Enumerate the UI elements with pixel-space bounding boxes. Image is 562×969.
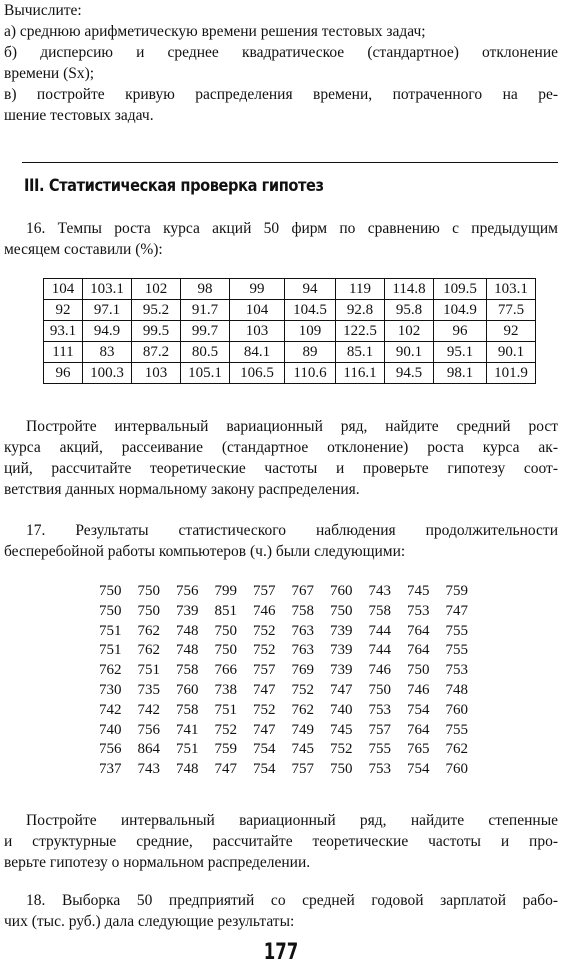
value: 756 [99, 741, 122, 758]
table-cell: 92.8 [336, 300, 385, 321]
value: 754 [407, 761, 430, 778]
table-cell: 77.5 [487, 300, 536, 321]
table-cell: 99 [230, 279, 285, 300]
value: 748 [176, 642, 199, 659]
value: 752 [253, 701, 276, 718]
value: 739 [330, 622, 353, 639]
value: 742 [137, 701, 160, 718]
value: 740 [330, 701, 353, 718]
compute-heading: Вычислите: [4, 2, 82, 19]
value: 746 [368, 662, 391, 679]
list-item [99, 661, 484, 681]
task16-instructions [4, 416, 558, 500]
table-cell: 95.8 [385, 300, 434, 321]
value: 762 [137, 642, 160, 659]
task18-intro-line-1: 18. Выборка 50 предприятий со средней годовой зарплатой рабо- [26, 892, 558, 909]
value: 752 [253, 642, 276, 659]
list-item [99, 602, 484, 622]
value: 751 [137, 662, 160, 679]
value: 766 [214, 662, 237, 679]
value: 758 [368, 602, 391, 619]
table-cell: 95.2 [132, 300, 181, 321]
value: 739 [330, 662, 353, 679]
value: 760 [445, 761, 468, 778]
list-item [99, 681, 484, 701]
value: 750 [407, 662, 430, 679]
table-cell: 87.2 [132, 342, 181, 363]
table-cell: 92 [487, 321, 536, 342]
value: 752 [214, 721, 237, 738]
table-cell: 90.1 [487, 342, 536, 363]
table-cell: 102 [385, 321, 434, 342]
value: 748 [445, 681, 468, 698]
value: 760 [445, 701, 468, 718]
task16-intro-line-1: 16. Темпы роста курса акций 50 фирм по сравнению с предыдущим [26, 220, 558, 237]
table-cell: 114.8 [385, 279, 434, 300]
task17-line-3: верьте гипотезу о нормальном распределении. [4, 854, 311, 871]
table-row [44, 363, 536, 384]
task17-line-1: Постройте интервальный вариационный ряд, найдите степенные [26, 812, 558, 829]
value: 750 [214, 642, 237, 659]
table-cell: 99.5 [132, 321, 181, 342]
value: 755 [368, 741, 391, 758]
value: 746 [407, 681, 430, 698]
value: 756 [137, 721, 160, 738]
task16-intro [4, 218, 558, 260]
value: 760 [330, 583, 353, 599]
value: 751 [176, 741, 199, 758]
value: 750 [137, 602, 160, 619]
table-cell: 97.1 [83, 300, 132, 321]
task17-intro [4, 520, 558, 562]
value: 743 [137, 761, 160, 778]
value: 764 [407, 721, 430, 738]
value: 751 [99, 642, 122, 659]
table-row [44, 321, 536, 342]
table-row [44, 279, 536, 300]
table-cell: 93.1 [44, 321, 83, 342]
task17-intro-line-1: 17. Результаты статистического наблюдения продолжительности [26, 522, 558, 539]
value: 745 [330, 721, 353, 738]
value: 743 [368, 583, 391, 599]
task18-intro [4, 890, 558, 932]
value: 756 [176, 583, 199, 599]
value: 739 [330, 642, 353, 659]
value: 753 [368, 761, 391, 778]
value: 750 [368, 681, 391, 698]
list-item [99, 641, 484, 661]
table-cell: 106.5 [230, 363, 285, 384]
value: 769 [291, 662, 314, 679]
value: 757 [253, 662, 276, 679]
table-row [44, 342, 536, 363]
section-title: III. Статистическая проверка гипотез [24, 176, 324, 196]
value: 753 [445, 662, 468, 679]
value: 750 [99, 602, 122, 619]
value: 745 [291, 741, 314, 758]
value: 753 [368, 701, 391, 718]
list-item [99, 740, 484, 760]
table-cell: 84.1 [230, 342, 285, 363]
value: 799 [214, 583, 237, 599]
value: 739 [176, 602, 199, 619]
table-cell: 103 [132, 363, 181, 384]
value: 762 [99, 662, 122, 679]
table-cell: 103.1 [487, 279, 536, 300]
task17-instructions [4, 810, 558, 873]
table-cell: 104.9 [434, 300, 487, 321]
table-cell: 103.1 [83, 279, 132, 300]
value: 742 [99, 701, 122, 718]
value: 750 [99, 583, 122, 599]
stock-growth-table [43, 278, 536, 384]
table-cell: 101.9 [487, 363, 536, 384]
table-cell: 89 [285, 342, 336, 363]
task16-line-1: Постройте интервальный вариационный ряд, найдите средний рост [26, 418, 558, 435]
value: 765 [407, 741, 430, 758]
value: 747 [253, 681, 276, 698]
item-a: а) среднюю арифметическую времени решения тестовых задач; [4, 23, 426, 40]
page-number: 177 [263, 940, 299, 965]
value: 737 [99, 761, 122, 778]
table-cell: 96 [434, 321, 487, 342]
value: 740 [99, 721, 122, 738]
value: 747 [214, 761, 237, 778]
value: 763 [291, 642, 314, 659]
value: 762 [137, 622, 160, 639]
task16-line-4: ветствия данных нормальному закону распределения. [4, 481, 360, 498]
table-cell: 100.3 [83, 363, 132, 384]
value: 764 [407, 622, 430, 639]
table-cell: 90.1 [385, 342, 434, 363]
value: 750 [330, 602, 353, 619]
value: 752 [330, 741, 353, 758]
list-item [99, 721, 484, 741]
table-cell: 85.1 [336, 342, 385, 363]
value: 757 [291, 761, 314, 778]
value: 757 [253, 583, 276, 599]
table-cell: 102 [132, 279, 181, 300]
value: 749 [291, 721, 314, 738]
table-cell: 110.6 [285, 363, 336, 384]
value: 758 [176, 662, 199, 679]
value: 752 [291, 681, 314, 698]
value: 730 [99, 681, 122, 698]
task17-intro-line-2: бесперебойной работы компьютеров (ч.) были следующими: [4, 543, 406, 560]
value: 760 [176, 681, 199, 698]
item-b-line-2: времени (Sx); [4, 65, 95, 82]
value: 759 [214, 741, 237, 758]
table-cell: 104 [44, 279, 83, 300]
table-row [44, 300, 536, 321]
previous-task-block [4, 0, 558, 126]
value: 744 [368, 622, 391, 639]
list-item [99, 622, 484, 642]
value: 762 [445, 741, 468, 758]
table-cell: 98.1 [434, 363, 487, 384]
value: 748 [176, 622, 199, 639]
table-cell: 94 [285, 279, 336, 300]
table-cell: 91.7 [181, 300, 230, 321]
value: 751 [214, 701, 237, 718]
value: 762 [291, 701, 314, 718]
task16-line-2: курса акций, рассеивание (стандартное отклонение) роста курса ак- [4, 439, 558, 456]
value: 754 [253, 761, 276, 778]
value: 754 [407, 701, 430, 718]
table-cell: 95.1 [434, 342, 487, 363]
computer-uptime-values [99, 582, 484, 780]
value: 746 [253, 602, 276, 619]
task16-line-3: ций, рассчитайте теоретические частоты и проверьте гипотезу соот- [4, 460, 558, 477]
table-cell: 83 [83, 342, 132, 363]
table-cell: 104 [230, 300, 285, 321]
table-cell: 96 [44, 363, 83, 384]
list-item [99, 582, 484, 602]
value: 745 [407, 583, 430, 599]
value: 758 [176, 701, 199, 718]
value: 747 [330, 681, 353, 698]
value: 755 [445, 721, 468, 738]
value: 750 [137, 583, 160, 599]
value: 764 [407, 642, 430, 659]
value: 758 [291, 602, 314, 619]
task18-intro-line-2: чих (тыс. руб.) дала следующие результаты: [4, 913, 295, 930]
task16-intro-line-2: месяцем составили (%): [4, 241, 163, 258]
section-rule [22, 162, 558, 163]
value: 738 [214, 681, 237, 698]
value: 735 [137, 681, 160, 698]
value: 748 [176, 761, 199, 778]
table-cell: 104.5 [285, 300, 336, 321]
value: 851 [214, 602, 237, 619]
table-cell: 105.1 [181, 363, 230, 384]
table-cell: 122.5 [336, 321, 385, 342]
value: 750 [330, 761, 353, 778]
value: 747 [253, 721, 276, 738]
table-cell: 109 [285, 321, 336, 342]
list-item [99, 701, 484, 721]
table-cell: 119 [336, 279, 385, 300]
value: 759 [445, 583, 468, 599]
value: 752 [253, 622, 276, 639]
table-cell: 94.5 [385, 363, 434, 384]
table-cell: 103 [230, 321, 285, 342]
value: 754 [253, 741, 276, 758]
item-c-line-1: в) постройте кривую распределения времени, потраченного на ре- [4, 86, 558, 103]
table-cell: 99.7 [181, 321, 230, 342]
table-cell: 116.1 [336, 363, 385, 384]
item-c-line-2: шение тестовых задач. [4, 107, 154, 124]
value: 755 [445, 642, 468, 659]
value: 763 [291, 622, 314, 639]
value: 753 [407, 602, 430, 619]
table-cell: 92 [44, 300, 83, 321]
value: 750 [214, 622, 237, 639]
table-cell: 109.5 [434, 279, 487, 300]
value: 757 [368, 721, 391, 738]
value: 751 [99, 622, 122, 639]
table-cell: 111 [44, 342, 83, 363]
list-item [99, 760, 484, 780]
value: 755 [445, 622, 468, 639]
value: 741 [176, 721, 199, 738]
table-cell: 80.5 [181, 342, 230, 363]
value: 767 [291, 583, 314, 599]
item-b-line-1: б) дисперсию и среднее квадратическое (стандартное) отклонение [4, 44, 558, 61]
value: 747 [445, 602, 468, 619]
task17-line-2: и структурные средние, рассчитайте теоретические частоты и про- [4, 833, 558, 850]
value: 744 [368, 642, 391, 659]
value: 864 [137, 741, 160, 758]
table-cell: 98 [181, 279, 230, 300]
table-cell: 94.9 [83, 321, 132, 342]
